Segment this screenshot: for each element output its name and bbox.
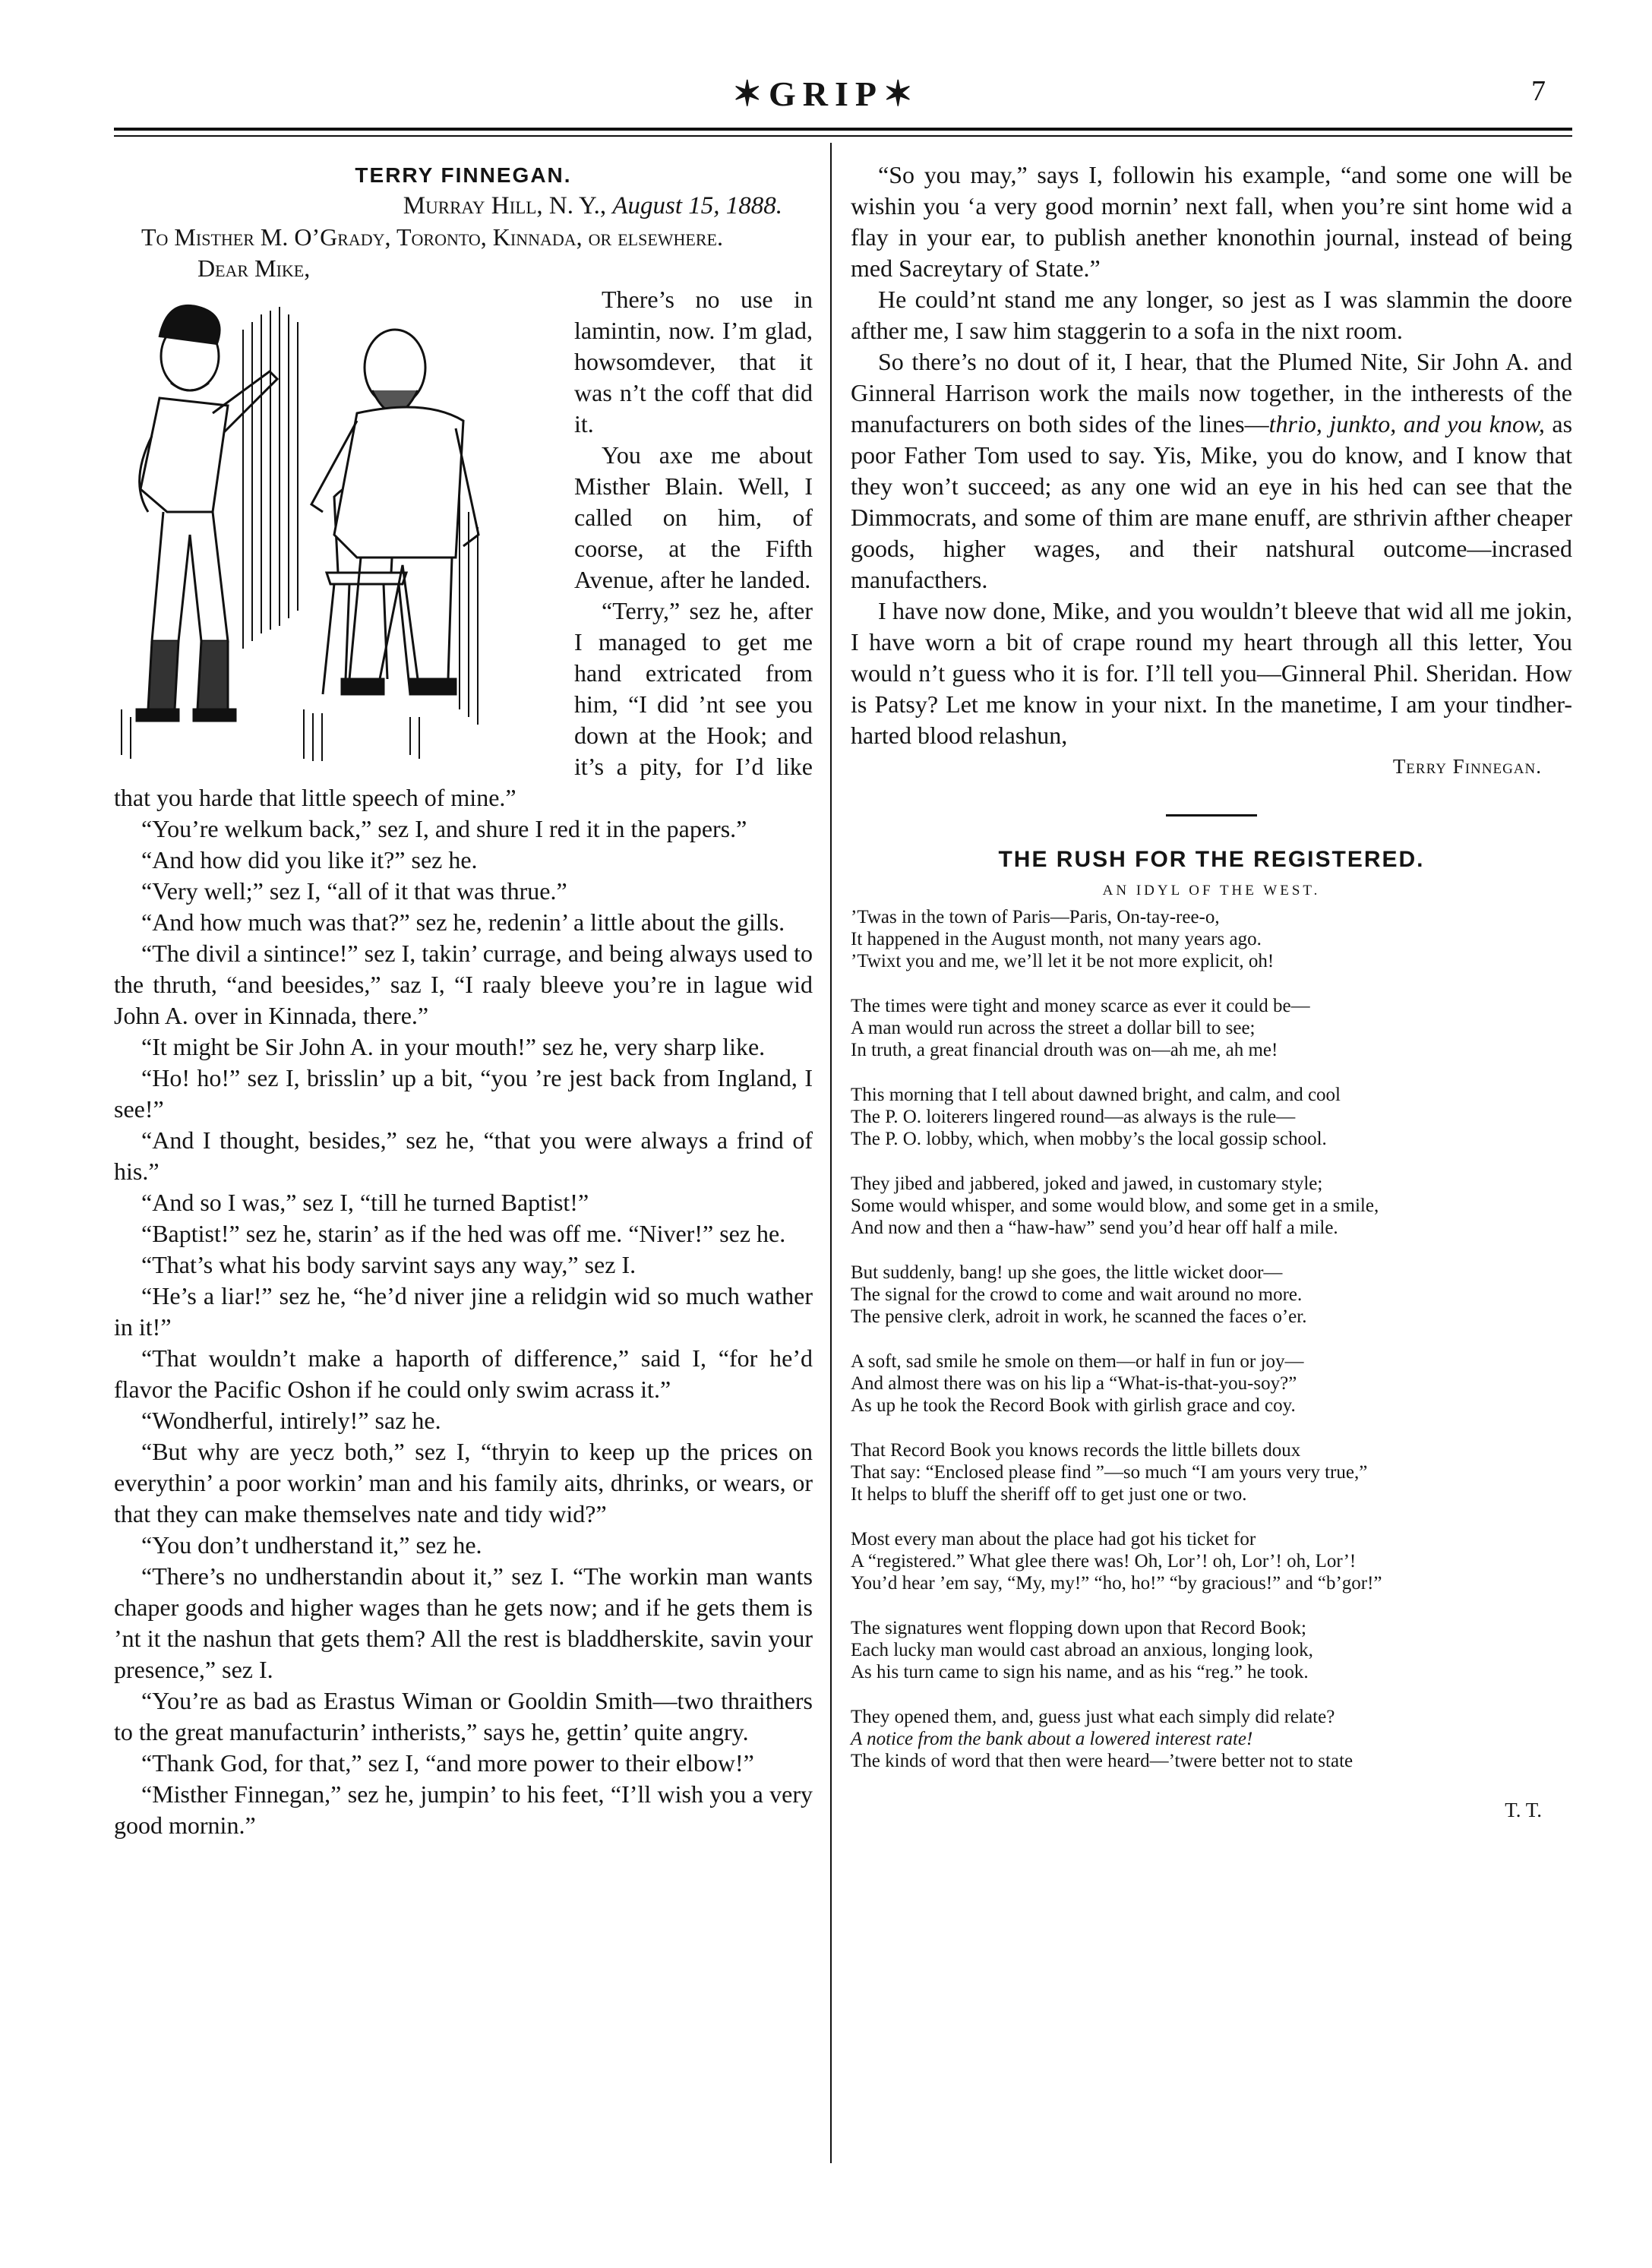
- poem-line: The times were tight and money scarce as ever it could be—: [851, 996, 1310, 1016]
- paragraph: “And how did you like it?” sez he.: [141, 846, 478, 873]
- dateline-place: Murray Hill, N. Y.,: [403, 192, 607, 220]
- poem-line: A soft, sad smile he smole on them—or half in fun or joy—: [851, 1351, 1304, 1372]
- dateline: [114, 191, 813, 222]
- poem-line: As up he took the Record Book with girlish grace and coy.: [851, 1395, 1296, 1416]
- left-column: [114, 160, 813, 1841]
- paragraph: “Baptist!” sez he, starin’ as if the hed was off me. “Niver!” sez he.: [141, 1220, 786, 1247]
- paragraph: [851, 346, 1572, 595]
- paragraph: “He’s a liar!” sez he, “he’d niver jine a relidgin wid so much wather in it!”: [114, 1282, 813, 1341]
- paragraph: You axe me about Misther Blain. Well, I called on him, of coorse, at the Fifth Avenue, after he landed.: [574, 441, 813, 593]
- column-divider: [830, 143, 832, 2163]
- poem-line: The signal for the crowd to come and wait around no more.: [851, 1284, 1303, 1305]
- paragraph: “Thank God, for that,” sez I, “and more power to their elbow!”: [141, 1749, 754, 1777]
- poem-line: The pensive clerk, adroit in work, he scanned the faces o’er.: [851, 1306, 1307, 1327]
- poem-stanza: [851, 1706, 1572, 1772]
- paragraph: “Wondherful, intirely!” saz he.: [141, 1407, 441, 1434]
- poem-line: And almost there was on his lip a “What-is-that-you-soy?”: [851, 1373, 1297, 1394]
- poem-stanza: [851, 1617, 1572, 1683]
- poem-subtitle: AN IDYL OF THE WEST.: [1102, 883, 1321, 899]
- paragraph-italic: thrio, junkto, and you know,: [1268, 410, 1545, 437]
- poem-line: ’Twas in the town of Paris—Paris, On-tay-ree-o,: [851, 907, 1220, 927]
- poem-line: The P. O. loiterers lingered round—as always is the rule—: [851, 1107, 1296, 1127]
- poem-line: The P. O. lobby, which, when mobby’s the local gossip school.: [851, 1129, 1327, 1149]
- letter-address: To Misther M. O’Grady, Toronto, Kinnada, or elsewhere.: [141, 223, 723, 251]
- poem-line: That say: “Enclosed please find ”—so much “I am yours very true,”: [851, 1462, 1368, 1483]
- dateline-date: August 15, 1888.: [612, 192, 782, 220]
- paragraph: “Ho! ho!” sez I, brisslin’ up a bit, “you ’re jest back from Ingland, I see!”: [114, 1064, 813, 1123]
- paragraph: “And how much was that?” sez he, redenin’ a little about the gills.: [141, 908, 785, 936]
- poem-signature: T. T.: [1505, 1799, 1542, 1821]
- paragraph-text: as poor Father Tom used to say. Yis, Mike, you do know, and I know that they won’t succeed; as any one wid an eye in his hed can see that the Dimmocrats, and some of thim are mane enuff, are sthrivin afther cheaper goods, higher wages, and their natshural outcome—incrased manufacthers.: [851, 410, 1573, 593]
- paragraph: “You’re welkum back,” sez I, and shure I red it in the papers.”: [141, 815, 747, 842]
- paragraph: “There’s no undherstandin about it,” sez I. “The workin man wants chaper goods and higher wages than he gets now; and if he gets them is ’nt it the nashun that gets them? All the rest is bladdherskite, savin your presence,” sez I.: [114, 1562, 813, 1683]
- poem-line: The kinds of word that then were heard—’twere better not to state: [851, 1751, 1354, 1771]
- paragraph: “You don’t undherstand it,” sez he.: [141, 1531, 482, 1559]
- paragraph: “That wouldn’t make a haporth of difference,” said I, “for he’d flavor the Pacific Oshon if he could only swim acrass it.”: [114, 1344, 813, 1403]
- paragraph: I have now done, Mike, and you wouldn’t bleeve that wid all me jokin, I have worn a bit of crape round my heart through all this letter, You would n’t guess who it is for. I’ll tell you—Ginneral Phil. Sheridan. How is Patsy? Let me know in your nixt. In the manetime, I am your tindher-harted blood relashun,: [851, 597, 1572, 749]
- paragraph: “It might be Sir John A. in your mouth!” sez he, very sharp like.: [141, 1033, 766, 1060]
- paragraph: “The divil a sintince!” sez I, takin’ currage, and being always used to the thruth, “and beesides,” saz I, “I raaly bleeve you’re in lague wid John A. over in Kinnada, there.”: [114, 940, 813, 1029]
- poem-line: This morning that I tell about dawned bright, and calm, and cool: [851, 1085, 1341, 1105]
- poem-stanza: [851, 1528, 1572, 1594]
- paragraph: “Misther Finnegan,” sez he, jumpin’ to his feet, “I’ll wish you a very good mornin.”: [114, 1780, 813, 1839]
- poem-line-italic: A notice from the bank about a lowered interest rate!: [851, 1729, 1253, 1749]
- paragraph: “And I thought, besides,” sez he, “that you were always a frind of his.”: [114, 1126, 813, 1185]
- poem-line: A “registered.” What glee there was! Oh, Lor’! oh, Lor’! oh, Lor’!: [851, 1551, 1357, 1571]
- paragraph: “So you may,” says I, followin his example, “and some one will be wishin you ‘a very good mornin’ next fall, when you’re sint home wid a flay in your ear, to publish anether knonothin journal, instead of being med Sacreytary of State.”: [851, 161, 1572, 282]
- header-rule: [114, 128, 1572, 131]
- paragraph: “Very well;” sez I, “all of it that was thrue.”: [141, 877, 567, 905]
- poem-line: It happened in the August month, not many years ago.: [851, 929, 1262, 949]
- poem-title: THE RUSH FOR THE REGISTERED.: [998, 847, 1425, 872]
- poem-line: As his turn came to sign his name, and as his “reg.” he took.: [851, 1662, 1309, 1682]
- article-heading: TERRY FINNEGAN.: [355, 163, 572, 187]
- poem-line: Each lucky man would cast abroad an anxious, longing look,: [851, 1640, 1313, 1660]
- poem-stanza: [851, 1084, 1572, 1150]
- paragraph: He could’nt stand me any longer, so jest as I was slammin the doore afther me, I saw him staggerin to a sofa in the nixt room.: [851, 286, 1572, 344]
- paragraph: “You’re as bad as Erastus Wiman or Gooldin Smith—two thraithers to the great manufacturin’ intherists,” says he, gettin’ quite angry.: [114, 1687, 813, 1745]
- poem-line: Some would whisper, and some would blow, and some get in a smile,: [851, 1196, 1379, 1216]
- paragraph: “That’s what his body sarvint says any way,” sez I.: [141, 1251, 636, 1278]
- poem-line: You’d hear ’em say, “My, my!” “ho, ho!” “by gracious!” and “b’gor!”: [851, 1573, 1382, 1594]
- paragraph: “Terry,” sez he, after I managed to get me hand extricated from him, “I did ’nt see you down at the Hook; and it’s a pity, for I’d like that you harde that little speech of mine.”: [114, 597, 813, 811]
- header-rule-thin: [114, 135, 1572, 137]
- poem-line: That Record Book you knows records the little billets doux: [851, 1440, 1301, 1461]
- poem-stanza: [851, 1173, 1572, 1239]
- poem-line: The signatures went flopping down upon that Record Book;: [851, 1618, 1306, 1638]
- masthead-title: ✶GRIP✶: [732, 74, 920, 113]
- poem-stanza: [851, 1439, 1572, 1505]
- letter-signature: Terry Finnegan.: [1392, 755, 1542, 778]
- paragraph: “But why are yecz both,” sez I, “thryin to keep up the prices on everythin’ a poor workin’ man and his family aits, dhrinks, or wears, or that they can make themselves nate and tidy wid?”: [114, 1438, 813, 1527]
- poem-line: They jibed and jabbered, joked and jawed, in customary style;: [851, 1173, 1323, 1194]
- paragraph: There’s no use in lamintin, now. I’m glad, howsomdever, that it was n’t the coff that did it.: [574, 286, 813, 437]
- letter-greeting: Dear Mike,: [197, 254, 311, 282]
- poem-stanza: [851, 906, 1572, 972]
- section-divider: [1166, 814, 1257, 817]
- poem-line: They opened them, and, guess just what each simply did relate?: [851, 1707, 1335, 1727]
- right-column: [851, 160, 1572, 1826]
- poem-stanza: [851, 995, 1572, 1061]
- poem-line: It helps to bluff the sheriff off to get just one or two.: [851, 1484, 1247, 1505]
- poem-line: In truth, a great financial drouth was on—ah me, ah me!: [851, 1040, 1278, 1060]
- poem-line: But suddenly, bang! up she goes, the little wicket door—: [851, 1262, 1283, 1283]
- poem-stanza: [851, 1262, 1572, 1328]
- poem-stanza: [851, 1350, 1572, 1417]
- poem-line: Most every man about the place had got his ticket for: [851, 1529, 1256, 1549]
- poem-line: ’Twixt you and me, we’ll let it be not more explicit, oh!: [851, 951, 1275, 971]
- cartoon-illustration: [106, 284, 562, 770]
- paragraph: “And so I was,” sez I, “till he turned Baptist!”: [141, 1189, 589, 1216]
- paragraph-text: So there’s no dout of it, I hear, that the Plumed Nite, Sir John A. and Ginneral Harrison work the mails now together, in the intherests of the manufacturers on both sides of the lines—: [851, 348, 1572, 437]
- poem-line: And now and then a “haw-haw” send you’d hear off half a mile.: [851, 1218, 1338, 1238]
- poem-line: A man would run across the street a dollar bill to see;: [851, 1018, 1256, 1038]
- page-number: 7: [1531, 75, 1546, 107]
